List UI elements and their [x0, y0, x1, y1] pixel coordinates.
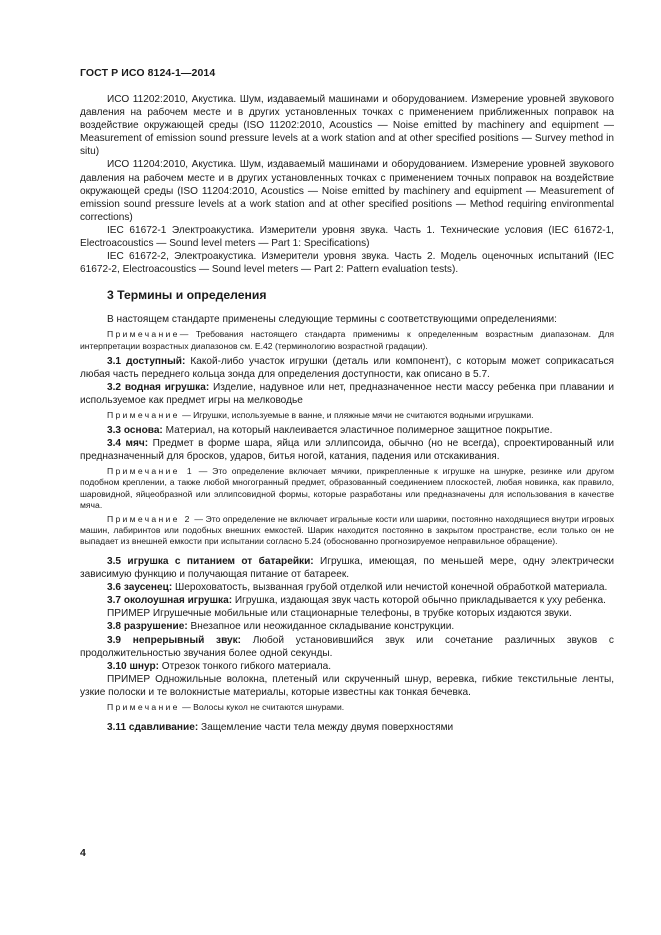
- note-label: Примечание 2: [107, 513, 192, 524]
- term-3-3: [80, 424, 614, 437]
- term-definition: Любой установившийся звук или сочетание различных звуков с продолжительностью звучания более одной секунды.: [80, 634, 614, 659]
- term-3-1: [80, 355, 614, 381]
- term-3-5: [80, 555, 614, 581]
- term-definition: Шероховатость, вызванная грубой отделкой или нечистой конечной обработкой материала.: [172, 582, 608, 594]
- term-3-4-note-1: [80, 466, 614, 510]
- term-3-8: [80, 620, 614, 633]
- term-definition: Внезапное или неожиданное складывание конструкции.: [187, 621, 455, 633]
- term-definition: Какой-либо участок игрушки (деталь или компонент), с которым может соприкасаться любая часть переднего кольца зонда для определения доступности, как описано в 5.7.: [80, 355, 614, 380]
- term-3-10-note: [80, 702, 614, 713]
- reference-iec-61672-1: IEC 61672-1 Электроакустика. Измерители уровня звука. Часть 1. Технические условия (IEC 61672-1, Electroacoustics — Sound level meters — Part 1: Specifications): [80, 224, 614, 250]
- reference-iec-61672-2: IEC 61672-2, Электроакустика. Измерители уровня звука. Часть 2. Модель оценочных испытаний (IEC 61672-2, Electroacoustics — Sound level meters — Part 2: Pattern evaluation tests).: [80, 251, 614, 276]
- note-text: — Требования настоящего стандарта применимы к определенным возрастным диапазонам. Для интерпретации возрастных диапазонов см. Е.42 (терминологию возрастной градации).: [80, 329, 614, 351]
- page-number: 4: [80, 847, 86, 859]
- note-text: — Это определение включает мячики, прикрепленные к игрушке на шнурке, резинке или другом подобном креплении, а также любой многогранный предмет, образованный соединением плоскостей, любая новинка, как правило, шаровидной, яйцеобразной или эллипсовидной формы, которые разработаны или предназначены для использования в качестве мяча.: [80, 466, 614, 510]
- term-label: 3.6 заусенец:: [107, 582, 173, 594]
- term-3-2: [80, 381, 614, 407]
- reference-iso-11202: ИСО 11202:2010, Акустика. Шум, издаваемый машинами и оборудованием. Измерение уровней звукового давления на рабочем месте и в других установленных точках с применением приближенных поправок на воздействие окружающей среды (ISO 11202:2010, Acoustics — Noise emitted by machinery and equipment — Measurement of emission sound pressure levels at a work station and at other specified positions — Survey method in situ): [80, 94, 614, 158]
- reference-iso-11204: ИСО 11204:2010, Акустика. Шум, издаваемый машинами и оборудованием. Измерение уровней звукового давления на рабочем месте и в других установленных точках с применением точных поправок на воздействие окружающей среды (ISO 11204:2010, Acoustics — Noise emitted by machinery and equipment — Measurement of emission sound pressure levels at a work station and at other specified positions — Method requiring environmental corrections): [80, 159, 614, 223]
- term-3-10-example: ПРИМЕР Одножильные волокна, плетеный или скрученный шнур, веревка, гибкие текстильные ленты, узкие полоски и те волокнистые материалы, которые известны как тонкая бечевка.: [80, 673, 614, 698]
- term-label: 3.1 доступный:: [107, 355, 186, 367]
- term-3-7-example: ПРИМЕР Игрушечные мобильные или стационарные телефоны, в трубке которых издаются звуки.: [107, 608, 572, 620]
- intro-note: [80, 329, 614, 351]
- note-label: Примечание: [107, 702, 180, 713]
- note-label: Примечание 1: [107, 466, 194, 477]
- term-definition: Защемление части тела между двумя поверхностями: [198, 722, 454, 734]
- term-3-11: [80, 721, 614, 734]
- term-3-7: [80, 594, 614, 607]
- term-definition: Предмет в форме шара, яйца или эллипсоида, обычно (но не всегда), спроектированный или предназначенный для бросков, ударов, битья ногой, катания, падения или отскакивания.: [80, 438, 614, 463]
- note-text: — Волосы кукол не считаются шнурами.: [179, 702, 345, 713]
- term-label: 3.11 сдавливание:: [107, 722, 199, 734]
- term-3-10: [80, 660, 614, 673]
- term-3-6: [80, 581, 614, 594]
- term-label: 3.3 основа:: [107, 425, 163, 437]
- term-3-4-note-2: [80, 514, 614, 547]
- standard-header: ГОСТ Р ИСО 8124-1—2014: [80, 67, 216, 79]
- note-text: — Игрушки, используемые в ванне, и пляжные мячи не считаются водными игрушками.: [179, 409, 534, 420]
- page-body: [80, 93, 614, 734]
- note-label: Примечание: [107, 409, 180, 420]
- term-label: 3.5 игрушка с питанием от батарейки:: [107, 556, 314, 567]
- term-label: 3.8 разрушение:: [107, 621, 188, 633]
- term-label: 3.4 мяч:: [107, 438, 149, 450]
- section-heading: 3 Термины и определения: [107, 288, 267, 303]
- term-3-2-note: [80, 410, 614, 421]
- term-definition: Изделие, надувное или нет, предназначенное нести массу ребенка при плавании и используемое как предмет игры на мелководье: [80, 381, 614, 406]
- term-definition: Игрушка, имеющая, по меньшей мере, одну электрически зависимую функцию и получающая питание от батареек.: [80, 556, 614, 581]
- term-label: 3.7 околоушная игрушка:: [107, 595, 233, 607]
- term-label: 3.10 шнур:: [107, 660, 159, 672]
- term-definition: Отрезок тонкого гибкого материала.: [158, 660, 332, 672]
- note-text: — Это определение не включает игральные кости или шарики, постоянно находящиеся внутри игровых машин, лабиринтов или подобных внешних емкостей. Шарик находится постоянно в закрытом пространстве, если только он не выпадает из внешней емкости при испытании согласно 5.24 (обоснованно прогнозируемое неправильное обращение).: [80, 513, 615, 546]
- term-label: 3.2 водная игрушка:: [107, 381, 210, 393]
- section-intro: В настоящем стандарте применены следующие термины с соответствующими определениями:: [107, 314, 557, 326]
- term-definition: Материал, на который наклеивается эластичное полимерное защитное покрытие.: [162, 425, 553, 437]
- note-label: Примечание: [107, 329, 180, 340]
- term-3-4: [80, 437, 614, 463]
- term-3-9: [80, 634, 614, 660]
- term-definition: Игрушка, издающая звук часть которой обычно прикладывается к уху ребенка.: [232, 595, 606, 607]
- term-label: 3.9 непрерывный звук:: [107, 634, 242, 646]
